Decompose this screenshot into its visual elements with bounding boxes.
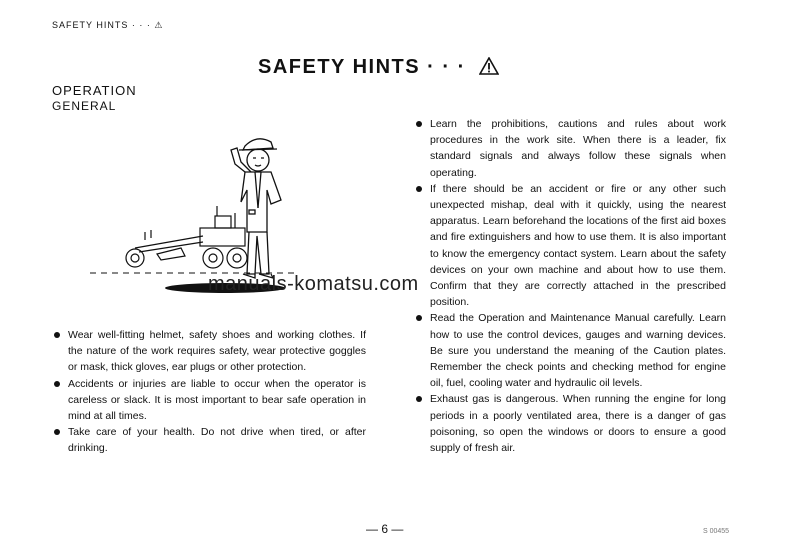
document-code: S 00455: [703, 528, 730, 535]
list-item: Learn the prohibitions, cautions and rules about work procedures in the work site. When there is a leader, fix standard signals and always follow these signals when operating.: [414, 116, 726, 181]
running-head: SAFETY HINTS · · · ⚠: [52, 20, 164, 30]
list-item: Wear well-fitting helmet, safety shoes and working clothes. If the nature of the work requires safety, wear protective goggles or mask, thick gloves, ear plugs or other protection.: [52, 327, 366, 376]
right-column: [414, 116, 726, 456]
list-item: Read the Operation and Maintenance Manual carefully. Learn how to use the control devices, gauges and warning devices. Be sure you understand the meaning of the Caution plates. Remember the check points and checking method for engine oil, fuel, cooling water and hydraulic oil levels.: [414, 310, 726, 391]
list-item: Take care of your health. Do not drive when tired, or after drinking.: [52, 424, 366, 456]
page-number: — 6 —: [366, 522, 404, 536]
section-title: OPERATION: [52, 83, 137, 98]
list-item: Exhaust gas is dangerous. When running the engine for long periods in a poorly ventilated area, there is a danger of gas poisoning, so open the windows or doors to ensure a good supply of fresh air.: [414, 391, 726, 456]
section-subtitle: GENERAL: [52, 99, 117, 113]
list-item: If there should be an accident or fire or any other such unexpected mishap, deal with it quickly, using the nearest apparatus. Learn beforehand the locations of the first aid boxes and fire extinguishers and how to use them. It is also important to know the emergency contact system. Learn about the safety devices on your own machine and about how to use them. Confirm that they are correctly attached in the prescribed position.: [414, 181, 726, 311]
left-column: [52, 327, 366, 457]
left-bullet-list: [52, 327, 366, 457]
watermark: manuals-komatsu.com: [208, 273, 419, 295]
right-bullet-list: [414, 116, 726, 456]
warning-triangle-icon: [479, 57, 499, 81]
page-title-text: SAFETY HINTS · · ·: [258, 56, 466, 78]
page-title: [258, 56, 499, 81]
list-item: Accidents or injuries are liable to occur when the operator is careless or slack. It is most important to bear safe operation in mind at all times.: [52, 376, 366, 425]
